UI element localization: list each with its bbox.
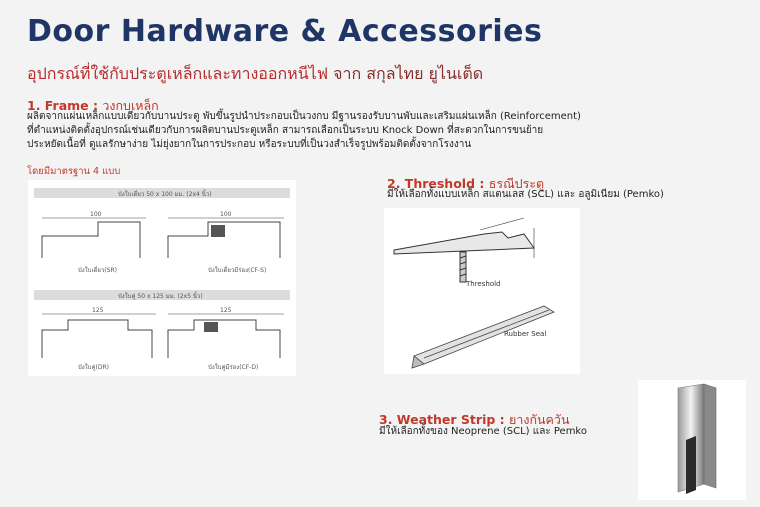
subtitle-main: อุปกรณ์ที่ใช้กับประตูเหล็กและทางออกหนีไฟ	[27, 64, 329, 83]
frame-standards-note: โดยมีมาตรฐาน 4 แบบ	[27, 166, 121, 177]
frame-line-2: ที่ตำแหน่งติดตั้งอุปกรณ์เช่นเดียวกับการผลิตบานประตูเหล็ก สามารถเลือกเป็นระบบ Knock Down ที่สะดวกในการขนย้าย	[27, 125, 544, 136]
profile-dr-dim: 125	[92, 307, 104, 314]
frame-line-3: ประหยัดเนื้อที่ ดูแลรักษาง่าย ไม่ยุ่งยากในการประกอบ หรือระบบที่เป็นวงสำเร็จรูปพร้อมติดตั้งจากโรงงาน	[27, 139, 472, 150]
profile-cfs-caption: บังใบเดี่ยวมีร่อง(CF-S)	[208, 267, 267, 274]
screw-icon	[460, 252, 466, 282]
page-subtitle	[27, 62, 483, 87]
profile-cfd-groove	[204, 322, 218, 332]
threshold-description: มีให้เลือกทั้งแบบเหล็ก สแตนเลส (SCL) และ อลูมิเนียม (Pemko)	[387, 189, 664, 200]
profile-sr-caption: บังใบเดี่ยว(SR)	[78, 267, 117, 274]
profile-dr	[42, 314, 156, 358]
rubber-seal-label: Rubber Seal	[504, 330, 547, 338]
threshold-profile	[394, 232, 534, 254]
subtitle-brand: จาก สกุลไทย ยูไนเต็ด	[333, 64, 484, 83]
weather-title-en: 3. Weather Strip :	[379, 412, 509, 427]
weather-strip-svg	[638, 380, 746, 500]
frame-profile-svg	[28, 180, 296, 376]
threshold-title-th: ธรณีประตู	[488, 176, 545, 191]
profile-sr-dim: 100	[90, 211, 102, 218]
frame-title-th: วงกบเหล็ก	[102, 98, 159, 113]
profile-cfd-dim: 125	[220, 307, 232, 314]
threshold-svg	[384, 208, 580, 374]
profile-cfs-dim: 100	[220, 211, 232, 218]
frame-top-strip-label: บังใบเดี่ยว 50 x 100 มม. (2x4 นิ้ว)	[118, 191, 212, 198]
profile-dr-caption: บังใบคู่(DR)	[78, 364, 109, 371]
frame-profile-diagram	[28, 180, 296, 376]
weather-strip-seal	[686, 436, 696, 494]
weather-description: มีให้เลือกทั้งของ Neoprene (SCL) และ Pemko	[379, 426, 587, 437]
page-title: Door Hardware & Accessories	[27, 14, 543, 49]
profile-cfs-groove	[211, 225, 225, 237]
weather-title-th: ยางกันควัน	[509, 412, 570, 427]
threshold-label: Threshold	[466, 280, 501, 288]
frame-title-en: 1. Frame :	[27, 98, 103, 113]
frame-line-1: ผลิตจากแผ่นเหล็กแบบเดียวกับบานประตู พับขึ้นรูปนำประกอบเป็นวงกบ มีฐานรองรับบานพับและเสริมแผ่นเหล็ก (Reinforcement)	[27, 111, 581, 122]
weather-strip-photo	[638, 380, 746, 500]
profile-cfd	[168, 314, 284, 358]
threshold-title-en: 2. Threshold :	[387, 176, 489, 191]
profile-cfd-caption: บังใบคู่มีร่อง(CF-D)	[208, 364, 259, 371]
threshold-diagram	[384, 208, 580, 374]
frame-bottom-strip-label: บังใบคู่ 50 x 125 มม. (2x5 นิ้ว)	[118, 293, 203, 300]
profile-sr	[42, 218, 146, 258]
profile-cfs	[168, 218, 284, 258]
frame-description	[27, 110, 581, 152]
weather-strip-side	[704, 384, 716, 488]
